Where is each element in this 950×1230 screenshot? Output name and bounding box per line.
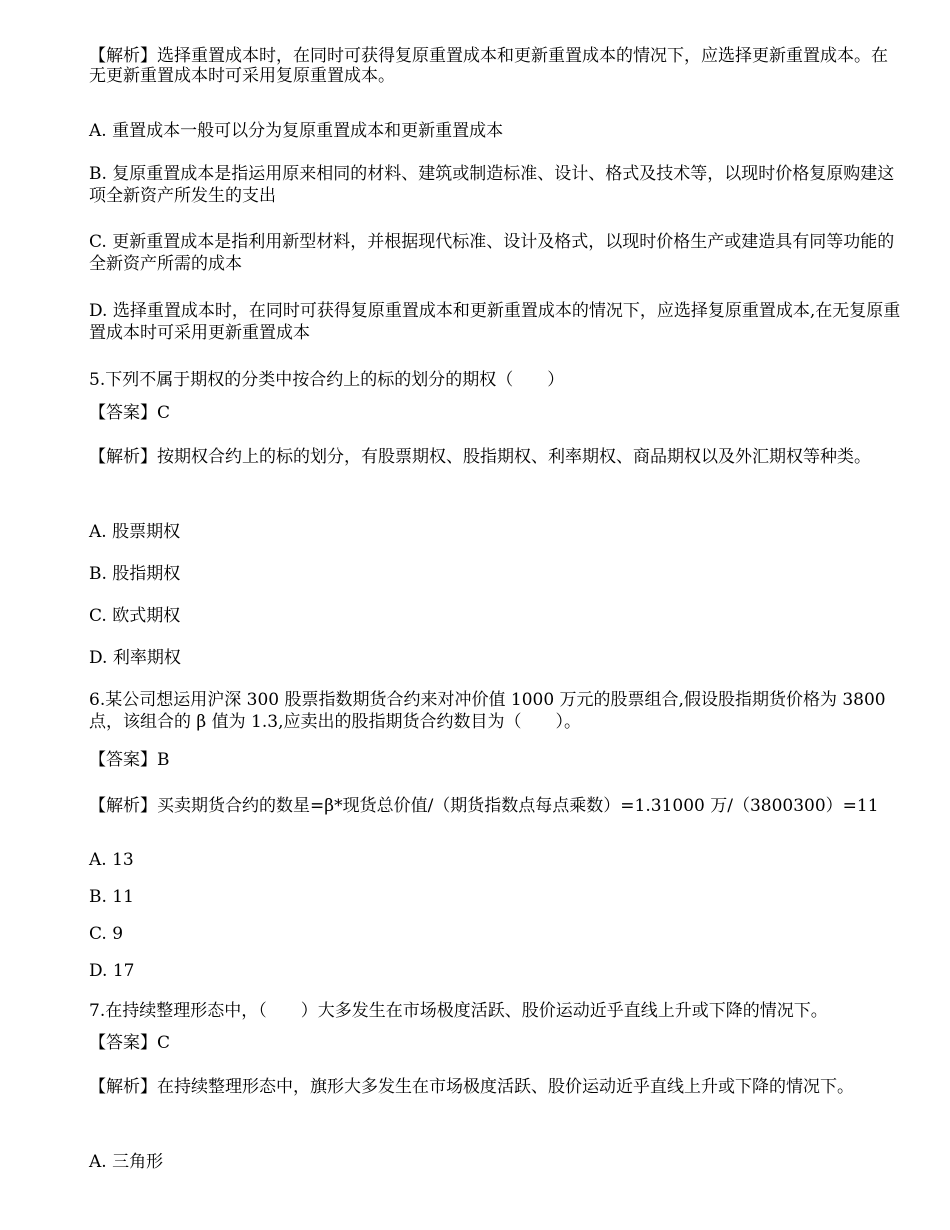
question-title: 5.下列不属于期权的分类中按合约上的标的划分的期权（ ） — [89, 370, 565, 390]
option-b: B. 股指期权 — [89, 564, 181, 584]
option-a: A. 三角形 — [89, 1152, 164, 1172]
option-a: A. 13 — [89, 850, 134, 870]
question-title: 7.在持续整理形态中，（ ）大多发生在市场极度活跃、股价运动近乎直线上升或下降的情况下。 — [89, 1001, 828, 1021]
option-d: D. 选择重置成本时，在同时可获得复原重置成本和更新重置成本的情况下，应选择复原重置成本,在无复原重置成本时可采用更新重置成本 — [89, 301, 901, 343]
analysis-text: 【解析】选择重置成本时，在同时可获得复原重置成本和更新重置成本的情况下，应选择更新重置成本。在无更新重置成本时可采用复原重置成本。 — [89, 46, 888, 86]
analysis-text: 【解析】买卖期货合约的数星=β*现货总价值/（期货指数点每点乘数）=1.31000 万/（3800300）=11 — [89, 796, 879, 816]
question-title: 6.某公司想运用沪深 300 股票指数期货合约来对冲价值 1000 万元的股票组合,假设股指期货价格为 3800 点，该组合的 β 值为 1.3,应卖出的股指期货合约数目为（ ）。 — [89, 690, 886, 732]
option-a: A. 重置成本一般可以分为复原重置成本和更新重置成本 — [89, 121, 504, 141]
option-c: C. 欧式期权 — [89, 606, 181, 626]
option-b: B. 11 — [89, 887, 134, 907]
analysis-text: 【解析】按期权合约上的标的划分，有股票期权、股指期权、利率期权、商品期权以及外汇期权等种类。 — [89, 447, 871, 467]
option-d: D. 17 — [89, 961, 135, 981]
option-c: C. 更新重置成本是指利用新型材料，并根据现代标准、设计及格式，以现时价格生产或建造具有同等功能的全新资产所需的成本 — [89, 232, 895, 274]
option-b: B. 复原重置成本是指运用原来相同的材料、建筑或制造标准、设计、格式及技术等，以现时价格复原购建这项全新资产所发生的支出 — [89, 164, 895, 206]
analysis-text: 【解析】在持续整理形态中，旗形大多发生在市场极度活跃、股价运动近乎直线上升或下降的情况下。 — [89, 1077, 854, 1097]
answer-text: 【答案】B — [89, 750, 170, 770]
answer-text: 【答案】C — [89, 1033, 171, 1053]
option-d: D. 利率期权 — [89, 648, 181, 668]
option-a: A. 股票期权 — [89, 522, 181, 542]
answer-text: 【答案】C — [89, 403, 171, 423]
option-c: C. 9 — [89, 924, 124, 944]
